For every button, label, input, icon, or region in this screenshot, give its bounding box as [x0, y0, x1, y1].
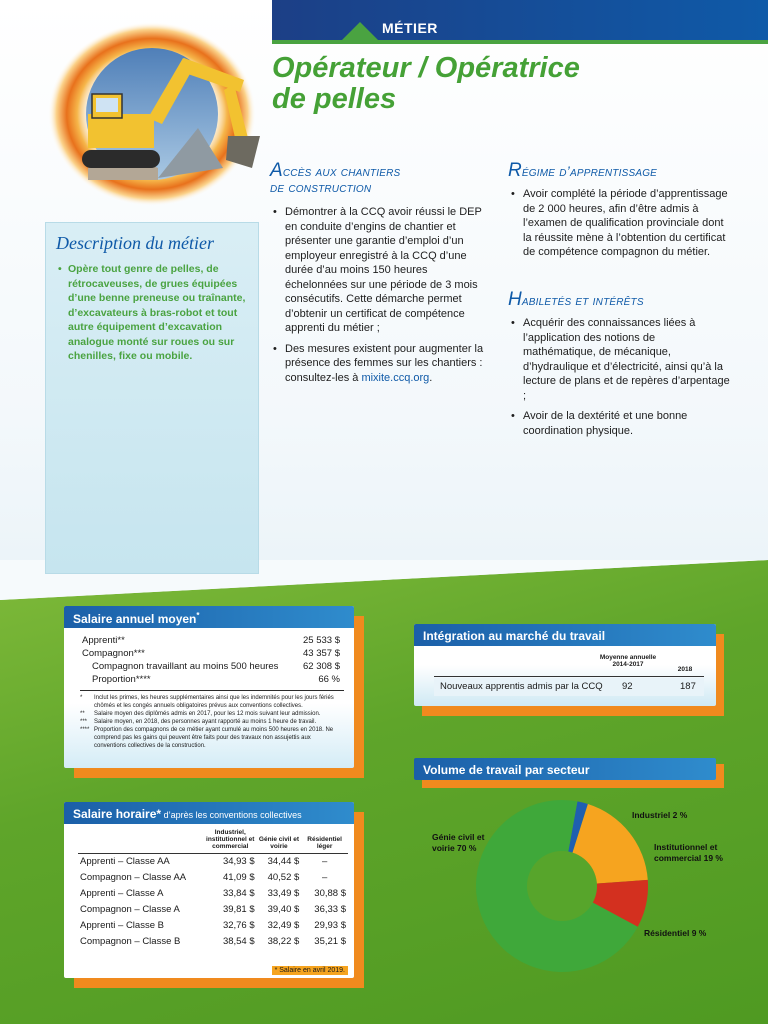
- salaire-horaire-note: * Salaire en avril 2019.: [272, 966, 348, 975]
- row-value: 62 308 $: [303, 661, 340, 672]
- habiletes-item: • Avoir de la dextérité et une bonne coordination physique.: [508, 409, 730, 438]
- row-label: Apprenti – Classe B: [80, 920, 164, 931]
- col-header: Résidentiel léger: [307, 836, 342, 850]
- salaire-annuel-panel: [64, 606, 364, 778]
- volume-header: Volume de travail par secteur: [414, 758, 716, 780]
- acces-item-text: Des mesures existent pour augmenter la présence des femmes sur les chantiers : consultez-les à: [285, 342, 484, 384]
- note-text: Proportion des compagnons de ce métier ayant cumulé au moins 500 heures en 2018. Ne comprend pas les gains qui peuvent être faits pour des travaux non assujettis aux conventions collectives de la construction.: [94, 727, 334, 749]
- cell: 32,76 $: [222, 920, 255, 931]
- note-mark: **: [80, 711, 85, 717]
- label-genie: Génie civil et voirie 70 %: [432, 832, 485, 853]
- habiletes-item: • Acquérir des connaissances liées à l’application des notions de mathématique, de mécanique, d’hydraulique et d’électricité, ainsi qu’à la lecture de plans et de repères d’arpentage ;: [508, 316, 730, 403]
- habiletes-title-rest: abiletés et intérêts: [521, 292, 644, 308]
- table-header-row: [78, 828, 348, 854]
- row-label: Apprenti**: [82, 635, 125, 646]
- salaire-annuel-header: [64, 606, 354, 628]
- table-row: [78, 854, 348, 870]
- integration-row-label: Nouveaux apprentis admis par la CCQ: [440, 681, 603, 692]
- row-label: Apprenti – Classe AA: [80, 856, 170, 868]
- note-line: [80, 718, 344, 726]
- header-triangle-icon: [338, 22, 382, 44]
- title-line-2: de pelles: [272, 83, 397, 115]
- integration-col2: 2018: [677, 666, 693, 673]
- label-institutionnel: Institutionnel et commercial 19 %: [654, 842, 723, 863]
- cell: –: [322, 856, 328, 868]
- regime-list: [508, 187, 730, 260]
- table-row: [80, 634, 342, 647]
- section-header-bar: [272, 0, 768, 44]
- note-text: Salaire moyen, en 2018, des personnes ayant rapporté au moins 1 heure de travail.: [94, 719, 317, 725]
- cell: 32,49 $: [267, 920, 300, 931]
- habiletes-section: [508, 289, 730, 444]
- acces-title-line2: de construction: [270, 179, 372, 195]
- cell: 40,52 $: [267, 872, 300, 883]
- row-label: Compagnon – Classe B: [80, 936, 181, 947]
- donut-chart-svg: [410, 790, 766, 976]
- regime-title: [508, 160, 730, 181]
- cell: 30,88 $: [314, 888, 346, 899]
- volume-header-panel: [414, 758, 724, 788]
- cell: –: [322, 872, 328, 883]
- row-value: 25 533 $: [303, 635, 340, 646]
- description-list: [58, 262, 248, 364]
- cell: 29,93 $: [314, 920, 346, 931]
- acces-title-initial: A: [270, 160, 283, 181]
- label-residentiel: Résidentiel 9 %: [644, 928, 707, 938]
- acces-link-suffix: .: [429, 371, 433, 384]
- cell: 35,21 $: [314, 936, 346, 947]
- acces-title: [270, 160, 490, 195]
- table-row: [78, 870, 348, 886]
- row-label: Compagnon – Classe A: [80, 904, 180, 915]
- page-title: [272, 53, 752, 115]
- cell: 33,49 $: [267, 888, 300, 899]
- panel-body: [414, 624, 716, 706]
- salaire-horaire-table: [78, 828, 348, 950]
- regime-section: [508, 160, 730, 266]
- cell: 39,81 $: [222, 904, 255, 915]
- table-row: [80, 673, 342, 686]
- acces-section: [270, 160, 490, 391]
- cell: 41,09 $: [222, 872, 255, 883]
- integration-header: Intégration au marché du travail: [414, 624, 716, 646]
- panel-body: [414, 758, 716, 780]
- cell: 38,22 $: [267, 936, 300, 947]
- excavator-image: [48, 18, 264, 208]
- description-title: Description du métier: [56, 233, 214, 253]
- description-box: [45, 222, 259, 574]
- regime-item: • Avoir complété la période d’apprentissage de 2 000 heures, afin d’être admis à l’examen de qualification provinciale dont la réussite mène à l’obtention du certificat de compétence compagnon du métier.: [508, 187, 730, 260]
- salaire-annuel-mark: *: [196, 611, 200, 620]
- panel-body: [64, 606, 354, 768]
- salaire-horaire-header: [64, 802, 354, 824]
- regime-title-initial: R: [508, 160, 522, 181]
- mixite-link[interactable]: mixite.ccq.org: [361, 371, 430, 384]
- note-mark: ****: [80, 727, 90, 733]
- row-label: Compagnon travaillant au moins 500 heures: [92, 661, 279, 672]
- description-item: • Opère tout genre de pelles, de rétrocaveuses, de grues équipées d’une benne preneuse ou traînante, d’excavateurs à bras-robot et tout autre équipement d’excavation analogue monté sur roues ou sur chenilles, fixe ou mobile.: [58, 262, 248, 364]
- note-line: [80, 710, 344, 718]
- row-value: 43 357 $: [303, 648, 340, 659]
- salaire-annuel-notes: [80, 690, 344, 750]
- cell: 34,44 $: [267, 856, 300, 868]
- row-label: Compagnon***: [82, 648, 145, 659]
- acces-title-rest: ccès aux chantiers: [282, 163, 401, 179]
- panel-body: [64, 802, 354, 978]
- table-row: [78, 918, 348, 934]
- note-mark: *: [80, 695, 83, 701]
- cell: 38,54 $: [222, 936, 255, 947]
- habiletes-list: [508, 316, 730, 438]
- note-text: Inclut les primes, les heures supplémentaires ainsi que les indemnités pour les jours fériés chômés et les congés annuels obligatoires prévus aux conventions collectives.: [94, 695, 334, 709]
- cell: 33,84 $: [222, 888, 255, 899]
- col-header: Génie civil et voirie: [258, 836, 300, 850]
- salaire-annuel-table: [80, 634, 342, 686]
- acces-item: [270, 342, 490, 386]
- salaire-annuel-title: Salaire annuel moyen: [73, 612, 197, 626]
- integration-rule: [434, 676, 704, 677]
- cell: 36,33 $: [314, 904, 346, 915]
- section-label: MÉTIER: [382, 20, 438, 36]
- acces-item: • Démontrer à la CCQ avoir réussi le DEP en conduite d’engins de chantier et présenter une garantie d’emploi d’un employeur enregistré à la CCQ d’une durée d’au moins 150 heures échelonnées sur une période de 3 mois consécutifs. Cette démarche permet d’obtenir un certificat de compétence apprenti du métier ;: [270, 205, 490, 336]
- table-row: [78, 934, 348, 950]
- donut-hole: [527, 851, 597, 921]
- note-text: Salaire moyen des diplômés admis en 2017, pour les 12 mois suivant leur admission.: [94, 711, 321, 717]
- row-label: Compagnon – Classe AA: [80, 872, 187, 883]
- row-label: Apprenti – Classe A: [80, 888, 164, 899]
- cell: 39,40 $: [267, 904, 300, 915]
- salaire-horaire-subtitle: d’après les conventions collectives: [161, 810, 302, 820]
- habiletes-title-initial: H: [508, 289, 522, 310]
- habiletes-title: [508, 289, 730, 310]
- cell: 34,93 $: [222, 856, 255, 868]
- salaire-horaire-title: Salaire horaire*: [73, 807, 162, 821]
- regime-title-rest: égime d’apprentissage: [521, 163, 658, 179]
- title-line-1: Opérateur / Opératrice: [272, 52, 580, 84]
- row-value: 66 %: [318, 674, 340, 685]
- integration-v1: 92: [622, 681, 633, 692]
- table-row: [80, 647, 342, 660]
- note-line: [80, 694, 344, 710]
- table-row: [434, 678, 704, 696]
- volume-chart: [410, 790, 766, 976]
- integration-panel: [414, 624, 724, 716]
- note-line: [80, 726, 344, 750]
- note-mark: ***: [80, 719, 88, 725]
- table-row: [80, 660, 342, 673]
- acces-list: [270, 205, 490, 385]
- row-label: Proportion****: [92, 674, 151, 685]
- salaire-horaire-panel: [64, 802, 364, 988]
- integration-v2: 187: [680, 681, 696, 692]
- table-row: [78, 902, 348, 918]
- col-header: Industriel, institutionnel et commercial: [206, 829, 255, 850]
- label-industriel: Industriel 2 %: [632, 810, 688, 820]
- integration-col1: Moyenne annuelle 2014-2017: [599, 654, 657, 668]
- table-row: [78, 886, 348, 902]
